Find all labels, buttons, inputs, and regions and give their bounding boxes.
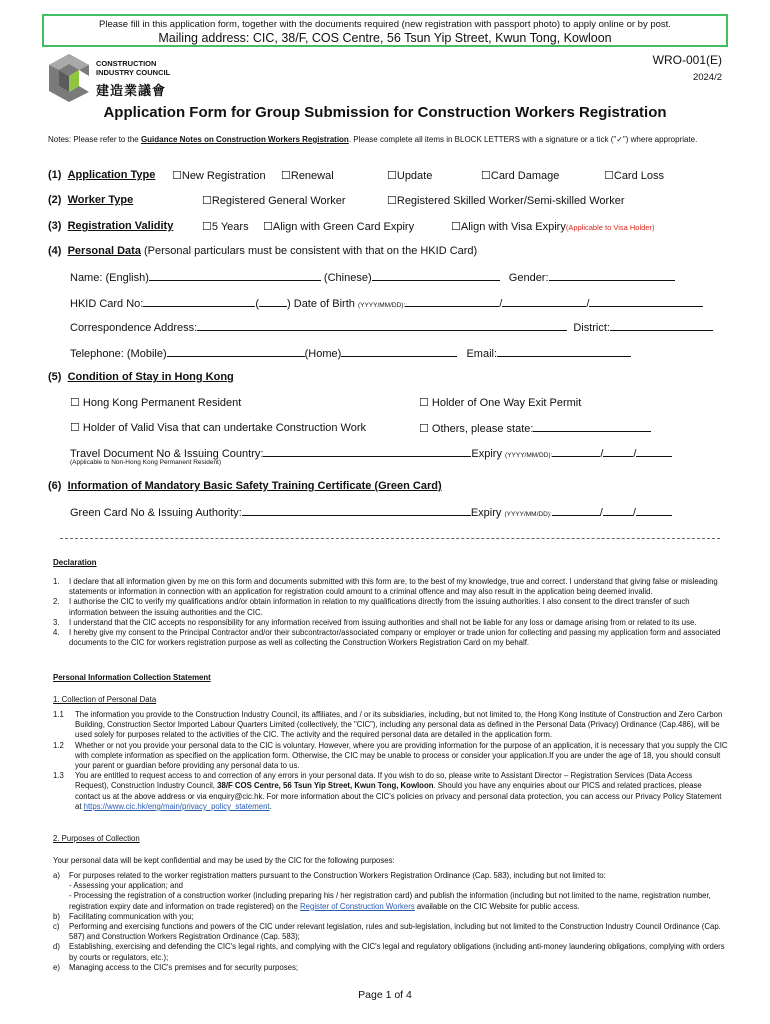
list-item: d) Establishing, exercising and defending the CIC's legal rights, and complying with the CIC's legal and regulatory obligations (including anti-money laundering obligations, complying with orders by courts or regulators, etc.); [53, 942, 728, 962]
list-item: 1.3 You are entitled to request access to and correction of any errors in your personal data. If you wish to do so, please write to Assistant Director – Registration Services (Data Access Request), Construction Industry Council, 38/F COS Centre, 56 Tsun Yip Street, Kwun Tong, Kowloon. Should you have any enquiries about our PICS and related practices, please contact us at the above address or via enquiry@cic.hk. For more information about the CIC's policies on privacy and personal data protection, you can access our Privacy Policy Statement at https://www.cic.hk/eng/main/privacy_policy_statement. [53, 771, 722, 811]
section-number: (4) [48, 245, 62, 257]
option-label: Renewal [290, 170, 334, 182]
gender-label: Gender: [508, 272, 549, 284]
hkid-row: HKID Card No: ( ) Date of Birth (YYYY/MM/DD): / / [70, 296, 703, 310]
name-chinese-field[interactable] [372, 270, 500, 281]
guidance-notes-link[interactable]: Guidance Notes on Construction Workers Registration [140, 135, 349, 144]
purpose-text: Facilitating communication with you; [69, 911, 194, 921]
section-personal-data [48, 245, 477, 257]
travel-document-row: Travel Document No & Issuing Country: Expiry (YYYY/MM/DD): / / [70, 446, 672, 460]
paragraph: The information you provide to the Construction Industry Council, its affiliates, and / or its subsidiaries, including, but not limited to, the Hong Kong Institute of Construction and Zero Carbon Building, Construction Sector Imported Labour Quarters Limited (collectively, the "CIC"), including any personal data as defined in the Personal Data (Privacy) Ordinance (Cap.486), will be used solely for purposes related to the activities of the CIC. The activity and the required personal data are detailed in the application form. [75, 710, 723, 740]
travel-expiry-year[interactable] [552, 446, 600, 457]
page-number: Page 1 of 4 [358, 989, 412, 1001]
option-label: New Registration [181, 170, 266, 182]
option-update[interactable]: ☐Update [387, 170, 433, 182]
telephone-row [70, 346, 631, 360]
district-field[interactable] [610, 320, 713, 331]
section-condition-of-stay [48, 371, 234, 383]
option-new-registration[interactable]: ☐New Registration [172, 170, 266, 182]
option-one-way-permit[interactable]: ☐ Holder of One Way Exit Permit [419, 397, 582, 409]
option-card-loss[interactable]: ☐Card Loss [604, 170, 665, 182]
list-item: 4. I hereby give my consent to the Principal Contractor and/or their subcontractor/associated company or employer or trade union for collecting and passing my application form and associated documents to the CIC for workers registration purpose as well as collecting the Construction Workers Registration Card on my behalf. [53, 628, 728, 648]
option-label: Align with Green Card Expiry [272, 221, 415, 233]
logo-line-2: INDUSTRY COUNCIL [96, 67, 171, 77]
list-item: e) Managing access to the CIC's premises and for security purposes; [53, 962, 299, 972]
section-label: Application Type [67, 169, 156, 181]
declaration-text: I authorise the CIC to verify my qualifications and/or obtain information in relation to my qualifications directly from the issuing authorities. I also consent to the direct transfer of such information between the issuing authorities and the CIC. [69, 597, 690, 617]
home-field[interactable] [341, 346, 457, 357]
green-card-row: Green Card No & Issuing Authority: Expiry (YYYY/MM/DD): / / [70, 505, 672, 519]
green-expiry-day[interactable] [636, 505, 672, 516]
declaration-list [53, 577, 728, 648]
list-item: 1. I declare that all information given by me on this form and documents submitted with this form are, to the best of my knowledge, true and correct. I understand that giving false or misleading statements or information in connection with an application for registration could amount to a criminal offence and may also result in the application being deemed invalid. [53, 577, 728, 597]
purpose-text: Performing and exercising functions and powers of the CIC under relevant legislation, rules and sub-legislation, including but not limited to the Construction Industry Council Ordinance (Cap. 587) and Construction Workers Registration Ordinance (Cap. 583); [69, 922, 721, 942]
option-label: Hong Kong Permanent Resident [82, 397, 242, 409]
section-number: (5) [48, 371, 62, 383]
notes-prefix: Notes: Please refer to the [48, 135, 141, 144]
declaration-text: I declare that all information given by me on this form and documents submitted with this form are, to the best of my knowledge, true and correct. I understand that giving false or misleading statements or information in connection with an application for registration could amount to a criminal offence and may also result in the application being deemed invalid. [69, 577, 718, 597]
dob-month-field[interactable] [502, 296, 586, 307]
option-skilled-worker[interactable]: ☐Registered Skilled Worker/Semi-skilled Worker [387, 195, 625, 207]
green-expiry-year[interactable] [552, 505, 600, 516]
section-number: (1) [48, 169, 62, 181]
mailing-banner [42, 14, 728, 47]
purpose-text: Managing access to the CIC's premises and for security purposes; [69, 962, 299, 972]
dob-year-field[interactable] [405, 296, 499, 307]
home-label: (Home) [304, 348, 342, 360]
section-worker-type [48, 194, 133, 206]
name-english-field[interactable] [149, 270, 321, 281]
option-renewal[interactable]: ☐Renewal [281, 170, 334, 182]
collection-subheading: 1. Collection of Personal Data [53, 695, 157, 704]
section-label: Personal Data [67, 245, 141, 257]
list-item: a) For purposes related to the worker registration matters pursuant to the Construction Workers Registration Ordinance (Cap. 583), including but not limited to: [53, 871, 606, 880]
visa-holder-note: (Applicable to Visa Holder) [565, 223, 655, 232]
option-label: Registered General Worker [211, 195, 346, 207]
expiry-format: (YYYY/MM/DD): [504, 511, 552, 518]
expiry-label: Expiry [470, 507, 502, 519]
travel-document-note: (Applicable to Non-Hong Kong Permanent Resident) [70, 459, 222, 466]
form-number: WRO-001(E) [652, 53, 722, 67]
option-general-worker[interactable]: ☐Registered General Worker [202, 195, 346, 207]
logo-english-name [96, 60, 170, 77]
expiry-label: Expiry [471, 448, 502, 460]
dob-day-field[interactable] [589, 296, 703, 307]
option-label: Align with Visa Expiry [460, 221, 566, 233]
section-green-card [48, 480, 442, 492]
purposes-list [53, 871, 728, 973]
cic-logo [47, 52, 91, 109]
list-item: 1.2 Whether or not you provide your personal data to the CIC is voluntary. However, where you are providing information for the purpose of an application, it is necessary that you supply the CIC with complete information as specified on the application form. Otherwise, the CIC may be unable to process or consider your application.If you are under the age of 18, you should consult your parent or guardian before providing any personal data to us. [53, 740, 728, 771]
cic-logo-icon [47, 52, 91, 104]
form-title: Application Form for Group Submission for Construction Workers Registration [103, 104, 667, 121]
list-item: 3. I understand that the CIC accepts no responsibility for any information received from issuing authorities and shall not be liable for any loss or damage arising from or related to its use. [53, 617, 697, 627]
option-label: Update [396, 170, 433, 182]
paragraph: Whether or not you provide your personal data to the CIC is voluntary. However, where you are providing information for the purpose of an application, it is necessary that you supply the CIC with complete information as specified on the application form. Otherwise, the CIC may be unable to process or consider your application.If you are under the age of 18, you should consult your parent or guardian before providing any personal data to us. [75, 740, 728, 771]
cic-address: 38/F COS Centre, 56 Tsun Yip Street, Kwun Tong, Kowloon [217, 781, 434, 791]
option-label: Registered Skilled Worker/Semi-skilled Worker [396, 195, 625, 207]
list-item [53, 881, 728, 891]
purposes-subheading: 2. Purposes of Collection [53, 834, 140, 843]
option-card-damage[interactable]: ☐Card Damage [481, 170, 560, 182]
address-row [70, 320, 713, 334]
section-number: (6) [48, 480, 62, 492]
purposes-intro: Your personal data will be kept confidential and may be used by the CIC for the following purposes: [53, 856, 395, 865]
list-item: b) Facilitating communication with you; [53, 911, 194, 921]
green-expiry-month[interactable] [603, 505, 633, 516]
section-application-type [48, 169, 155, 181]
option-label: 5 Years [211, 221, 249, 233]
address-field[interactable] [197, 320, 567, 331]
section-registration-validity [48, 220, 173, 232]
hkid-check-digit-field[interactable] [259, 296, 287, 307]
section-label: Information of Mandatory Basic Safety Training Certificate (Green Card) [67, 480, 442, 492]
option-hk-permanent-resident[interactable]: ☐ Hong Kong Permanent Resident [70, 397, 242, 409]
section-label: Registration Validity [67, 220, 174, 232]
option-label: Others, please state: [431, 423, 534, 435]
travel-expiry-day[interactable] [636, 446, 672, 457]
others-field[interactable] [533, 421, 651, 432]
travel-document-field[interactable] [263, 446, 471, 457]
purpose-text: available on the CIC Website for public access. [414, 901, 580, 911]
register-link[interactable]: Register of Construction Workers [300, 901, 415, 911]
name-row [70, 270, 675, 284]
list-item: 1.1 The information you provide to the Construction Industry Council, its affiliates, and / or its subsidiaries, including, but not limited to, the Hong Kong Institute of Construction and Zero Carbon Building, Construction Sector Imported Labour Quarters Limited (collectively, the "CIC"), including any personal data as defined in the Personal Data (Privacy) Ordinance (Cap.486), will be used solely for purposes related to the activities of the CIC. The activity and the required personal data are detailed in the application form. [53, 710, 728, 741]
form-date: 2024/2 [692, 72, 722, 83]
purpose-text: - Assessing your application; and [69, 881, 183, 891]
name-chinese-label: (Chinese) [323, 272, 372, 284]
purpose-text: For purposes related to the worker registration matters pursuant to the Construction Workers Registration Ordinance (Cap. 583), including but not limited to: [69, 871, 606, 880]
green-card-field[interactable] [242, 505, 471, 516]
district-label: District: [573, 322, 610, 334]
section-label: Worker Type [67, 194, 134, 206]
option-align-green-card[interactable]: ☐Align with Green Card Expiry [263, 221, 415, 233]
option-others[interactable]: ☐ Others, please state: [419, 421, 651, 435]
option-align-visa[interactable]: ☐Align with Visa Expiry(Applicable to Visa Holder) [451, 221, 655, 233]
option-label: Card Damage [490, 170, 560, 182]
dob-format: (YYYY/MM/DD): [357, 302, 406, 309]
option-label: Card Loss [613, 170, 665, 182]
section-label: Condition of Stay in Hong Kong [67, 371, 234, 383]
travel-expiry-month[interactable] [603, 446, 633, 457]
banner-instruction: Please fill in this application form, together with the documents required (new registration with passport photo) to apply online or by post. [99, 19, 671, 30]
declaration-text: I hereby give my consent to the Principal Contractor and/or their subcontractor/associated company or employer or trade union for collecting and passing my application form and associated documents to the CIC for workers registration purpose as well as collecting the Construction Workers Registration Card on my behalf. [69, 628, 721, 648]
option-5-years[interactable]: ☐5 Years [202, 221, 249, 233]
notes-suffix: . Please complete all items in BLOCK LETTERS with a signature or a tick ("✓") where appropriate. [348, 135, 698, 144]
section-number: (2) [48, 194, 62, 206]
logo-line-1: CONSTRUCTION [96, 59, 157, 68]
logo-chinese-name: 建造業議會 [96, 83, 167, 98]
list-item: c) Performing and exercising functions and powers of the CIC under relevant legislation, rules and sub-legislation, including but not limited to the Construction Industry Council Ordinance (Cap. 587) and Construction Workers Registration Ordinance (Cap. 583); [53, 922, 728, 942]
email-label: Email: [466, 348, 498, 360]
option-valid-visa[interactable]: ☐ Holder of Valid Visa that can undertake Construction Work [70, 422, 367, 434]
email-field[interactable] [497, 346, 631, 357]
section-number: (3) [48, 220, 62, 232]
green-card-label: Green Card No & Issuing Authority: [70, 507, 242, 519]
list-item [53, 891, 728, 911]
notes [48, 134, 728, 145]
option-label: Holder of One Way Exit Permit [431, 397, 582, 409]
declaration-heading: Declaration [53, 558, 97, 567]
purpose-text: - Processing the registration of a construction worker (including preparing his / her registration card) and publish the information (including but not limited to the name, registration number, registration expiry date and information on trade registered) on the [69, 891, 711, 911]
paragraph: . Should you have any enquiries about our PICS and related practices, please contact us at the above address or via enquiry@cic.hk. For more information about the CIC's policies on privacy and personal data protection, you can access our Privacy Policy Statement at [75, 781, 722, 811]
expiry-format: (YYYY/MM/DD): [505, 452, 553, 459]
dashed-divider [60, 538, 720, 539]
address-label: Correspondence Address: [70, 322, 198, 334]
purpose-text: Establishing, exercising and defending the CIC's legal rights, and complying with the CIC's legal and regulatory obligations (including anti-money laundering obligations, complying with orders by courts or regulators, etc.); [69, 942, 725, 962]
list-item: 2. I authorise the CIC to verify my qualifications and/or obtain information in relation to my qualifications directly from the issuing authorities. I also consent to the direct transfer of such information between the issuing authorities and the CIC. [53, 597, 728, 617]
travel-document-label: Travel Document No & Issuing Country: [70, 448, 264, 460]
paragraph: You are entitled to request access to and correction of any errors in your personal data. If you wish to do so, please write to Assistant Director – Registration Services (Data Access Request), Construction Industry Council, [75, 771, 693, 791]
dob-label: ) Date of Birth [287, 298, 355, 310]
collection-list [53, 710, 728, 812]
hkid-field[interactable] [143, 296, 255, 307]
mobile-field[interactable] [167, 346, 305, 357]
name-english-label: Name: (English) [70, 272, 149, 284]
hkid-label: HKID Card No: [70, 298, 144, 310]
mobile-label: Telephone: (Mobile) [70, 348, 167, 360]
option-label: Holder of Valid Visa that can undertake Construction Work [82, 422, 367, 434]
privacy-policy-link[interactable]: https://www.cic.hk/eng/main/privacy_policy_statement [83, 801, 270, 811]
banner-address: Mailing address: CIC, 38/F, COS Centre, 56 Tsun Yip Street, Kwun Tong, Kowloon [158, 31, 612, 45]
pics-heading: Personal Information Collection Statement [53, 673, 211, 682]
section-description: (Personal particulars must be consistent with that on the HKID Card) [140, 245, 478, 257]
declaration-text: I understand that the CIC accepts no responsibility for any information received from issuing authorities and shall not be liable for any loss or damage arising from or related to its use. [69, 617, 697, 627]
gender-field[interactable] [549, 270, 675, 281]
